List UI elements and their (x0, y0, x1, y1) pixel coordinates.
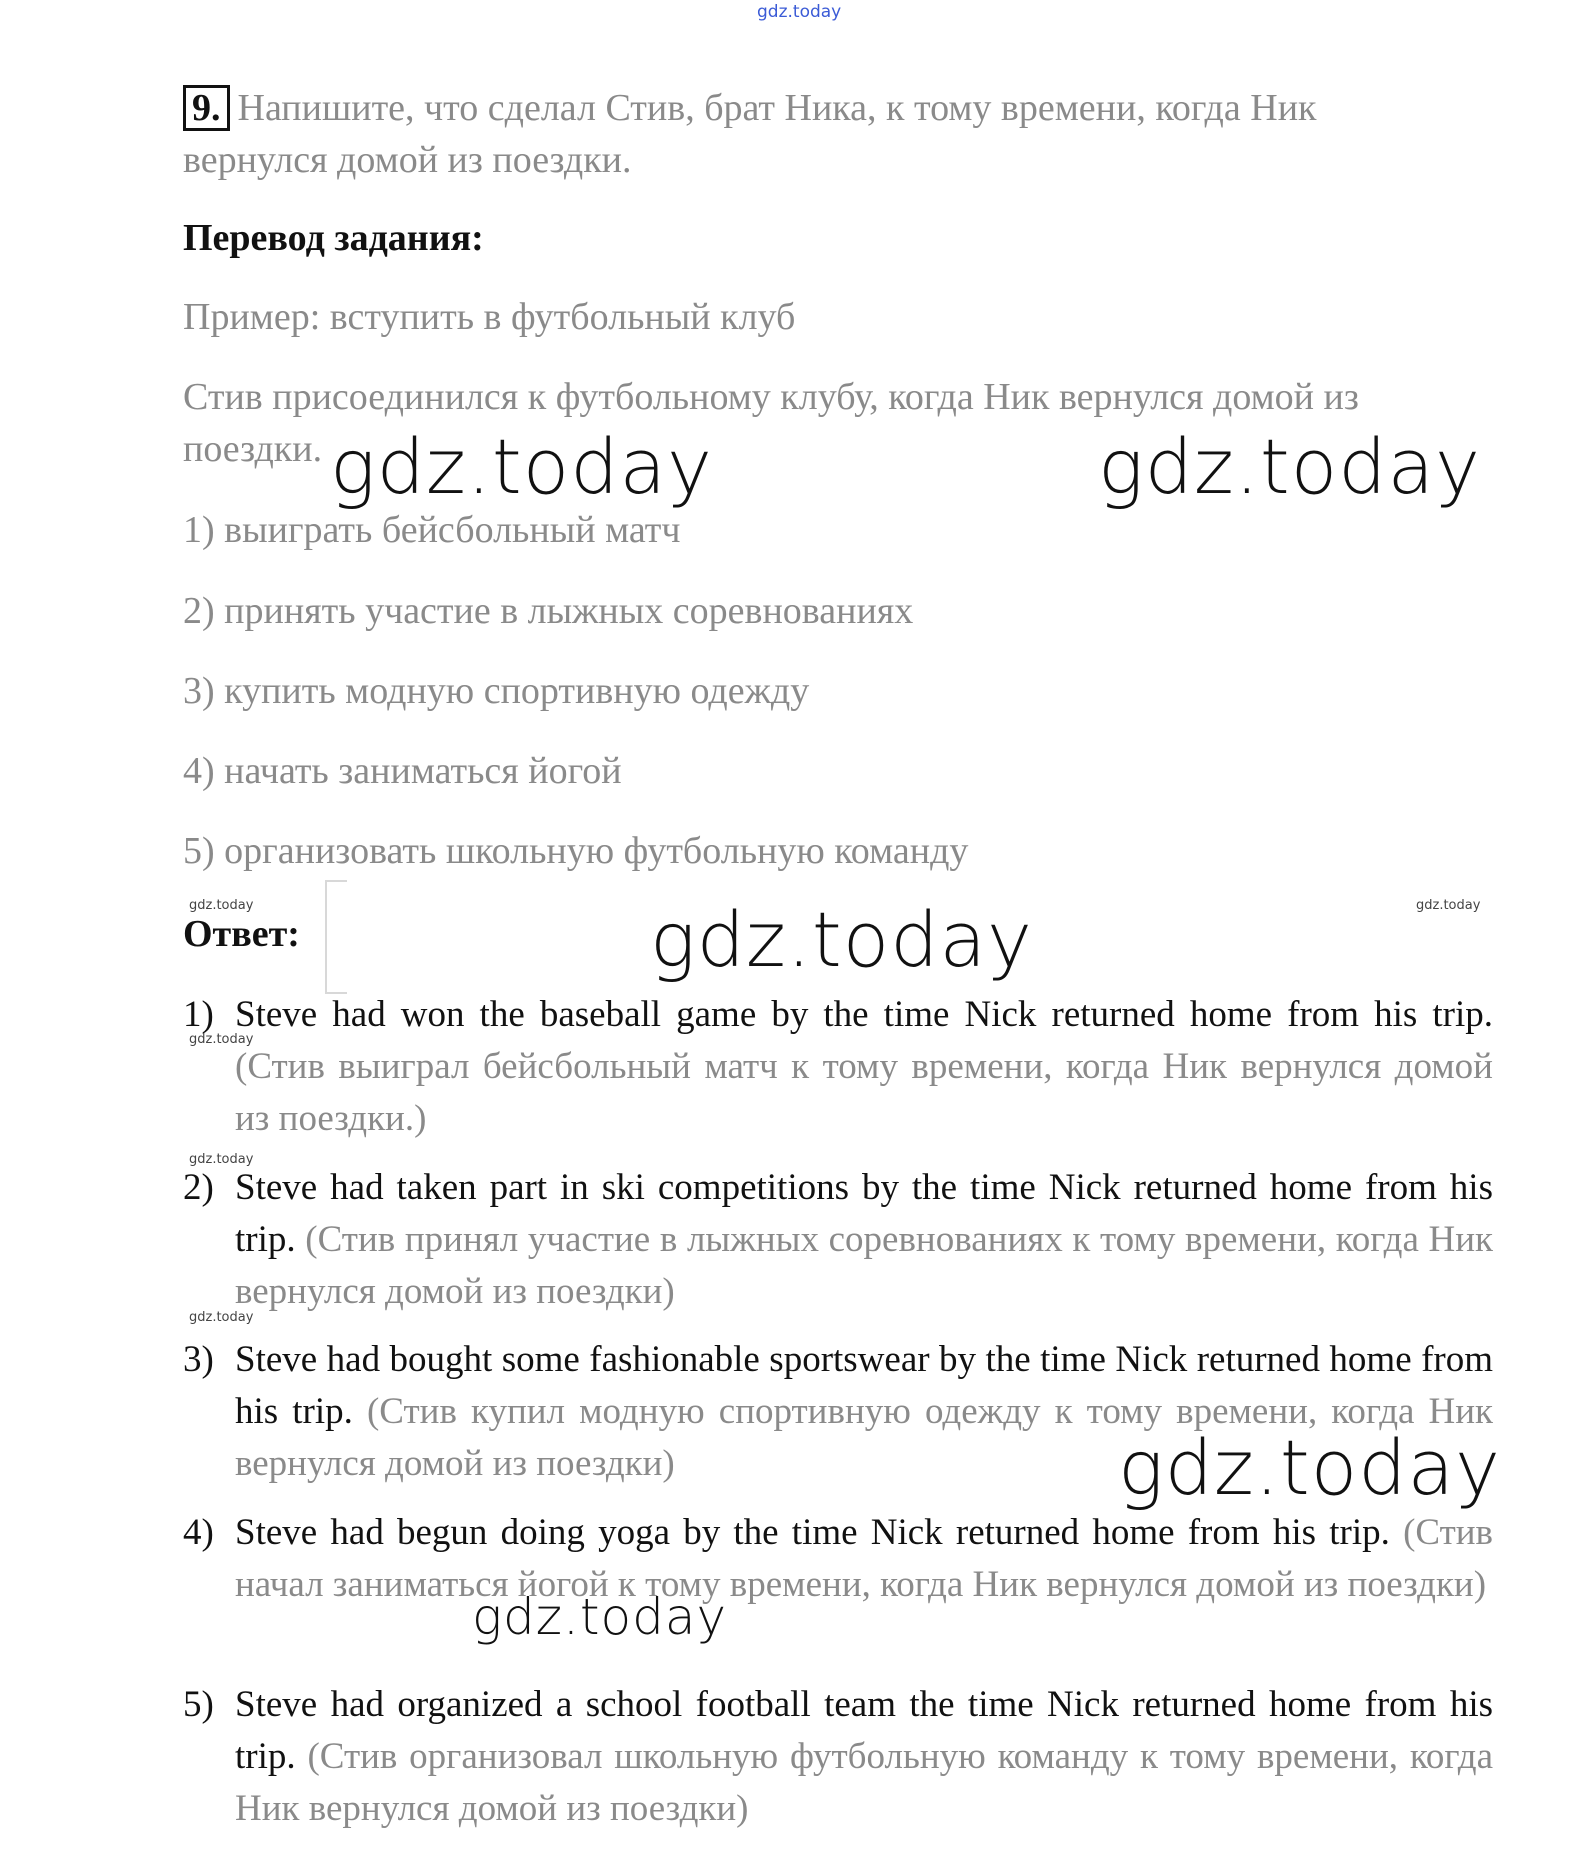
watermark-small: gdz.today (189, 898, 254, 913)
answer-english: Steve had taken part in ski competitions by the time Nick returned home from his trip. (235, 1167, 1493, 1260)
answer-russian: (Стив начал заниматься йогой к тому времени, когда Ник вернулся домой из поездки) (235, 1512, 1494, 1605)
watermark-small: gdz.today (1416, 898, 1481, 913)
answer-number: 3) (183, 1339, 214, 1380)
answer-russian: (Стив купил модную спортивную одежду к тому времени, когда Ник вернулся домой из поездки) (235, 1391, 1494, 1484)
task-text-1: Напишите, что сделал Стив, брат Ника, к тому времени, когда Ник (237, 87, 1317, 129)
watermark-top: gdz.today (757, 2, 842, 22)
task-number: 9. (183, 85, 230, 131)
translation-example-answer-line-1: Стив присоединился к футбольному клубу, когда Ник вернулся домой из (183, 376, 1359, 418)
answer-item-4 (183, 1507, 1493, 1611)
answer-number: 4) (183, 1512, 214, 1553)
watermark-small: gdz.today (189, 1032, 254, 1047)
task-statement-line-1 (183, 82, 1317, 134)
answer-number: 1) (183, 994, 214, 1035)
translation-item-4: 4) начать заниматься йогой (183, 750, 622, 792)
answer-number: 5) (183, 1684, 214, 1725)
answer-russian: (Стив организовал школьную футбольную команду к тому времени, когда Ник вернулся домой из поездки) (235, 1736, 1493, 1829)
translation-example: Пример: вступить в футбольный клуб (183, 296, 796, 338)
translation-item-1: 1) выиграть бейсбольный матч (183, 509, 681, 551)
answer-item-5 (183, 1679, 1493, 1835)
answer-heading: Ответ: (183, 913, 300, 955)
answer-item-1 (183, 989, 1493, 1145)
translation-item-3: 3) купить модную спортивную одежду (183, 670, 810, 712)
watermark-large: gdz.today (1098, 422, 1481, 511)
watermark-small: gdz.today (189, 1310, 254, 1325)
watermark-medium: gdz.today (472, 1588, 728, 1646)
answer-russian: (Стив принял участие в лыжных соревнованиях к тому времени, когда Ник вернулся домой из поездки) (235, 1219, 1494, 1312)
answer-english: Steve had bought some fashionable sportswear by the time Nick returned home from his trip. (235, 1339, 1493, 1432)
answer-english: Steve had organized a school football team the time Nick returned home from his trip. (235, 1684, 1493, 1777)
answer-english: Steve had begun doing yoga by the time Nick returned home from his trip. (235, 1512, 1390, 1553)
answer-item-2 (183, 1162, 1493, 1318)
translation-heading: Перевод задания: (183, 217, 484, 259)
translation-item-5: 5) организовать школьную футбольную команду (183, 830, 969, 872)
watermark-large: gdz.today (650, 895, 1033, 984)
translation-item-2: 2) принять участие в лыжных соревнованиях (183, 590, 914, 632)
watermark-small: gdz.today (189, 1152, 254, 1167)
answer-english: Steve had won the baseball game by the time Nick returned home from his trip. (235, 994, 1493, 1035)
watermark-large: gdz.today (330, 422, 713, 511)
translation-example-answer-line-2: поездки. (183, 428, 323, 470)
answer-russian: (Стив выиграл бейсбольный матч к тому времени, когда Ник вернулся домой из поездки.) (235, 1046, 1493, 1139)
task-statement-line-2: вернулся домой из поездки. (183, 139, 632, 181)
faint-bracket-decoration (325, 880, 347, 994)
answer-number: 2) (183, 1167, 214, 1208)
watermark-large: gdz.today (1118, 1423, 1501, 1512)
